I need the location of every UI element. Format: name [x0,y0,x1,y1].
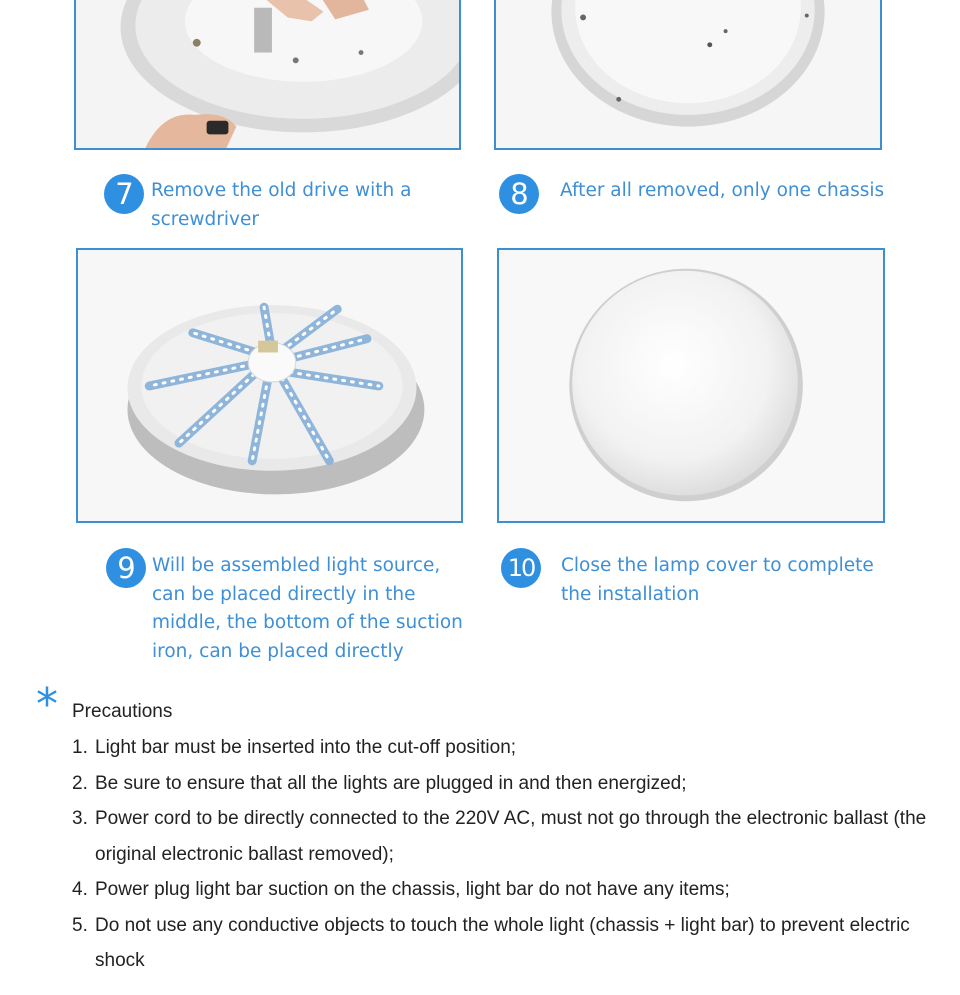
precaution-number: 4. [72,879,88,900]
step-9-caption [152,552,472,666]
precautions-list [72,730,932,979]
step-8-caption [560,177,920,206]
precaution-number: 3. [72,808,88,829]
step-10-caption-line: Close the lamp cover to complete [561,555,874,576]
step-9-caption-line: can be placed directly in the [152,583,416,605]
step-7-caption-line: Remove the old drive with a [151,180,412,201]
precaution-text: Power plug light bar suction on the chassis, light bar do not have any items; [95,879,730,900]
precaution-item [72,872,932,908]
precaution-number: 1. [72,737,88,758]
precaution-text: Do not use any conductive objects to touch the whole light (chassis + light bar) to prevent electric shock [95,914,910,971]
step-9-caption-line: Will be assembled light source, [152,555,441,576]
step-10-caption-line: the installation [561,583,700,605]
precautions-title: Precautions [72,701,173,722]
step-8-number: 8 [499,174,539,214]
precaution-number: 2. [72,772,88,794]
step-9-caption-line: iron, can be placed directly [152,640,404,662]
precaution-item [72,730,932,766]
step-8-photo [494,0,882,150]
step-9-number: 9 [106,548,146,588]
precaution-text: Light bar must be inserted into the cut-off position; [95,737,517,758]
step-7-caption-line: screwdriver [151,208,259,230]
precaution-text: Power cord to be directly connected to the 220V AC, must not go through the electronic ballast (the original electronic ballast removed); [95,808,927,865]
step-10-caption [561,552,901,609]
precaution-text: Be sure to ensure that all the lights are plugged in and then energized; [95,772,687,794]
step-7-photo [74,0,461,150]
step-9-photo [76,248,463,523]
step-9-caption-line: middle, the bottom of the suction [152,612,463,633]
precaution-item [72,766,932,802]
precaution-item [72,908,932,979]
step-10-number: 10 [501,548,541,588]
step-10-photo [497,248,885,523]
asterisk-icon: * [36,679,58,730]
precaution-item [72,801,932,872]
step-7-number: 7 [104,174,144,214]
step-8-caption-line: After all removed, only one chassis [560,180,885,201]
step-7-caption [151,177,451,234]
precaution-number: 5. [72,914,88,936]
